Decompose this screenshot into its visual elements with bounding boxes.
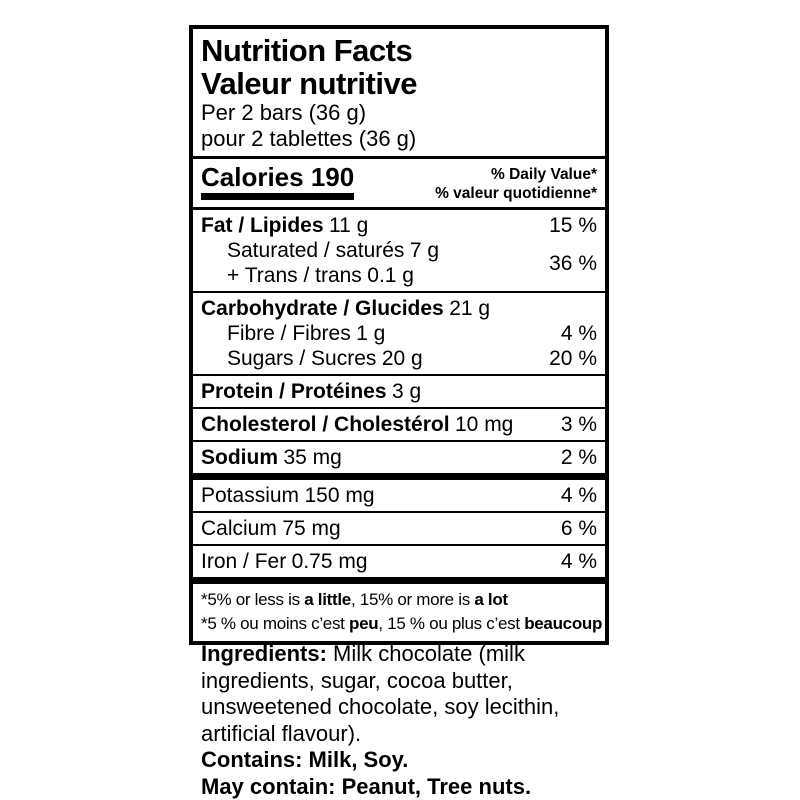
carbohydrate-name: Carbohydrate / Glucides: [201, 297, 444, 320]
cholesterol-amount: 10 mg: [455, 413, 514, 436]
protein-amount: 3 g: [392, 380, 422, 403]
title-french: Valeur nutritive: [201, 66, 417, 101]
divider: [193, 291, 605, 293]
iron-name: Iron / Fer: [201, 550, 287, 573]
fat-amount: 11 g: [328, 214, 369, 237]
fat-name: Fat / Lipides: [201, 214, 324, 237]
sugars-amount: 20 g: [381, 347, 423, 370]
row-potassium: [193, 483, 605, 508]
row-carbohydrate: [193, 296, 605, 321]
contains-statement: Contains: Milk, Soy.: [201, 747, 409, 772]
saturated-trans-dv: 36 %: [549, 251, 597, 275]
may-contain-statement: May contain: Peanut, Tree nuts.: [201, 773, 532, 799]
saturated-name: Saturated / saturés: [227, 239, 405, 262]
row-calcium: [193, 516, 605, 541]
row-protein: [193, 379, 605, 404]
divider: [193, 440, 605, 442]
divider: [193, 511, 605, 513]
calories-underline: [201, 193, 354, 200]
fibre-name: Fibre / Fibres: [227, 322, 351, 345]
cholesterol-name: Cholesterol / Cholestérol: [201, 413, 450, 436]
sugars-dv: 20 %: [549, 347, 597, 370]
daily-value-header-english: % Daily Value*: [491, 166, 597, 183]
row-fat: [193, 213, 605, 238]
calories-divider: [193, 207, 605, 210]
potassium-amount: 150 mg: [304, 484, 375, 507]
fibre-dv: 4 %: [560, 322, 597, 345]
ingredients-statement: Ingredients: Milk chocolate (milk ingredients, sugar, cocoa butter, unsweetened chocolate, soy lecithin, artificial flavour).: [201, 641, 560, 746]
row-cholesterol: [193, 412, 605, 437]
sodium-amount: 35 mg: [283, 446, 342, 469]
row-fibre: [193, 321, 605, 346]
sugars-name: Sugars / Sucres: [227, 347, 377, 370]
header-divider: [193, 156, 605, 159]
fibre-amount: 1 g: [356, 322, 386, 345]
daily-value-header: [435, 163, 597, 203]
row-saturated-trans: [193, 238, 605, 288]
iron-amount: 0.75 mg: [291, 550, 368, 573]
saturated-amount: 7 g: [409, 239, 440, 262]
calcium-dv: 6 %: [560, 517, 597, 540]
sodium-name: Sodium: [201, 446, 278, 469]
fat-dv: 15 %: [549, 214, 597, 237]
divider: [193, 544, 605, 546]
daily-value-header-french: % valeur quotidienne*: [435, 185, 597, 202]
calcium-amount: 75 mg: [282, 517, 341, 540]
serving-size-english: Per 2 bars (36 g): [201, 100, 367, 125]
nutrition-facts-panel: [189, 25, 609, 645]
carbohydrate-amount: 21 g: [449, 297, 491, 320]
calories-row: [193, 162, 605, 203]
calcium-name: Calcium: [201, 517, 277, 540]
title-english: Nutrition Facts: [201, 33, 413, 68]
calories-block: [201, 163, 354, 200]
divider: [193, 374, 605, 376]
divider: [193, 407, 605, 409]
iron-dv: 4 %: [560, 550, 597, 573]
calories-label: Calories: [201, 162, 304, 192]
cholesterol-dv: 3 %: [560, 413, 597, 436]
ingredients-block: [201, 641, 593, 800]
row-sodium: [193, 445, 605, 470]
sodium-dv: 2 %: [560, 446, 597, 469]
potassium-name: Potassium: [201, 484, 300, 507]
potassium-dv: 4 %: [560, 484, 597, 507]
row-sugars: [193, 346, 605, 371]
protein-name: Protein / Protéines: [201, 380, 387, 403]
footnote-divider: [193, 577, 605, 584]
serving-size-french: pour 2 tablettes (36 g): [201, 126, 417, 151]
row-iron: [193, 549, 605, 574]
trans-amount: 0.1 g: [367, 264, 414, 287]
calories-value: 190: [310, 162, 355, 192]
footnote-french: *5 % ou moins c’est peu, 15 % ou plus c’est beaucoup: [201, 614, 603, 633]
trans-name: + Trans / trans: [227, 264, 362, 287]
footnote-english: *5% or less is a little, 15% or more is a lot: [201, 590, 508, 609]
section-divider: [193, 473, 605, 480]
